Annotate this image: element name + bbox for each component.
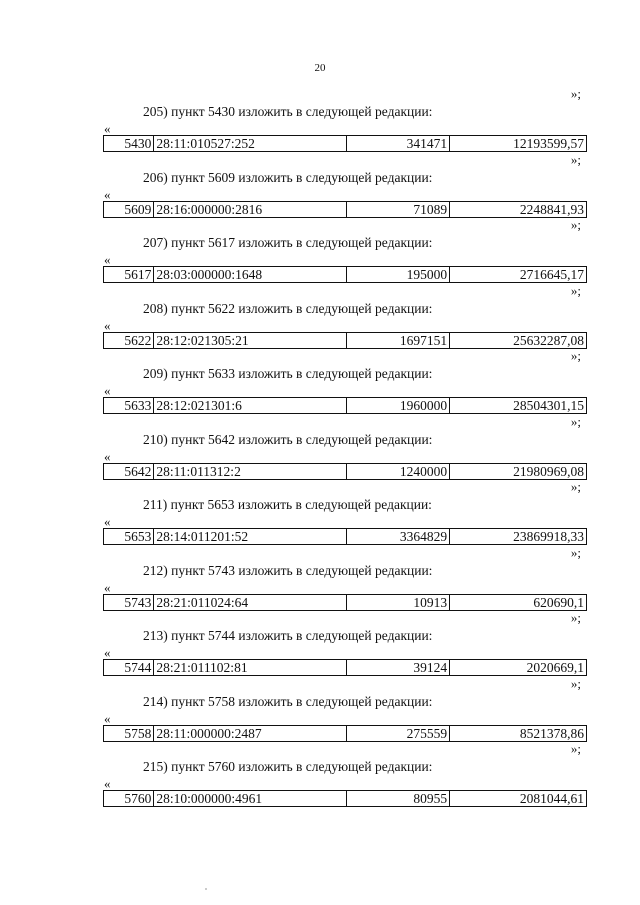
instruction-text: 207) пункт 5617 изложить в следующей редакции:	[143, 235, 433, 250]
opening-quote: «	[104, 252, 111, 267]
opening-quote: «	[104, 186, 111, 202]
instruction-text: 206) пункт 5609 изложить в следующей редакции:	[143, 169, 433, 185]
cadastral-number-cell: 28:12:021305:21	[154, 332, 346, 348]
cadastral-number-cell: 28:10:000000:4961	[154, 791, 346, 807]
cadastral-number-cell: 28:12:021301:6	[154, 398, 346, 414]
table-row	[103, 659, 587, 676]
table-row	[103, 266, 587, 283]
cadastral-number-cell: 28:03:000000:1648	[154, 267, 346, 283]
value-cell: 21980969,08	[450, 463, 587, 479]
area-cell: 80955	[346, 791, 450, 807]
table-row	[103, 201, 587, 218]
instruction-text: 211) пункт 5653 изложить в следующей редакции:	[143, 497, 432, 512]
area-cell: 71089	[346, 201, 450, 217]
cadastral-number-cell: 28:11:011312:2	[154, 463, 346, 479]
closing-quote: »;	[570, 741, 581, 756]
table-row	[103, 397, 587, 414]
closing-quote: »;	[570, 479, 581, 494]
instruction-text: 208) пункт 5622 изложить в следующей редакции:	[143, 300, 433, 316]
amendment-item	[0, 479, 640, 545]
item-number-cell: 5622	[104, 332, 154, 348]
page-number: 20	[314, 62, 326, 74]
item-number-cell: 5609	[104, 201, 154, 217]
opening-quote: «	[104, 776, 111, 791]
opening-quote: «	[104, 710, 111, 726]
amendment-item	[0, 545, 640, 611]
instruction-text: 209) пункт 5633 изложить в следующей редакции:	[143, 366, 433, 381]
instruction-text: 210) пункт 5642 изложить в следующей редакции:	[143, 431, 433, 447]
item-number-cell: 5760	[104, 791, 154, 807]
closing-quote: »;	[570, 544, 581, 560]
area-cell: 1697151	[346, 332, 450, 348]
item-number-cell: 5617	[104, 267, 154, 283]
instruction-text: 205) пункт 5430 изложить в следующей редакции:	[143, 104, 433, 119]
opening-quote: «	[104, 448, 111, 464]
closing-quote: »;	[570, 348, 581, 363]
amendment-item	[0, 741, 640, 807]
value-cell: 2248841,93	[450, 201, 587, 217]
value-cell: 25632287,08	[450, 332, 587, 348]
instruction-text: 214) пункт 5758 изложить в следующей редакции:	[143, 693, 433, 709]
amendment-list	[0, 86, 640, 807]
amendment-item	[0, 676, 640, 742]
cadastral-number-cell: 28:14:011201:52	[154, 529, 346, 545]
amendment-item	[0, 217, 640, 283]
area-cell: 341471	[346, 136, 450, 152]
amendment-item	[0, 86, 640, 152]
area-cell: 39124	[346, 660, 450, 676]
instruction-text: 215) пункт 5760 изложить в следующей редакции:	[143, 759, 433, 774]
item-number-cell: 5758	[104, 725, 154, 741]
value-cell: 12193599,57	[450, 136, 587, 152]
opening-quote: «	[104, 317, 111, 333]
table-row	[103, 790, 587, 807]
cadastral-number-cell: 28:11:010527:252	[154, 136, 346, 152]
scan-speck	[205, 888, 207, 890]
value-cell: 8521378,86	[450, 725, 587, 741]
table-row	[103, 463, 587, 480]
amendment-item	[0, 610, 640, 676]
cadastral-number-cell: 28:21:011024:64	[154, 594, 346, 610]
amendment-item	[0, 348, 640, 414]
item-number-cell: 5744	[104, 660, 154, 676]
opening-quote: «	[104, 514, 111, 529]
opening-quote: «	[104, 121, 111, 136]
closing-quote: »;	[570, 217, 581, 232]
table-row	[103, 135, 587, 152]
area-cell: 275559	[346, 725, 450, 741]
amendment-item	[0, 414, 640, 480]
opening-quote: «	[104, 645, 111, 660]
area-cell: 3364829	[346, 529, 450, 545]
value-cell: 620690,1	[450, 594, 587, 610]
cadastral-number-cell: 28:21:011102:81	[154, 660, 346, 676]
area-cell: 10913	[346, 594, 450, 610]
opening-quote: «	[104, 383, 111, 398]
table-row	[103, 725, 587, 742]
cadastral-number-cell: 28:11:000000:2487	[154, 725, 346, 741]
opening-quote: «	[104, 579, 111, 595]
area-cell: 1240000	[346, 463, 450, 479]
closing-quote: »;	[570, 413, 581, 429]
closing-quote: »;	[570, 151, 581, 167]
item-number-cell: 5653	[104, 529, 154, 545]
value-cell: 2716645,17	[450, 267, 587, 283]
instruction-text: 212) пункт 5743 изложить в следующей редакции:	[143, 562, 433, 578]
amendment-item	[0, 152, 640, 218]
closing-quote: »;	[570, 282, 581, 298]
value-cell: 23869918,33	[450, 529, 587, 545]
cadastral-number-cell: 28:16:000000:2816	[154, 201, 346, 217]
item-number-cell: 5430	[104, 136, 154, 152]
item-number-cell: 5743	[104, 594, 154, 610]
table-row	[103, 332, 587, 349]
area-cell: 1960000	[346, 398, 450, 414]
value-cell: 28504301,15	[450, 398, 587, 414]
value-cell: 2020669,1	[450, 660, 587, 676]
area-cell: 195000	[346, 267, 450, 283]
closing-quote: »;	[570, 675, 581, 691]
value-cell: 2081044,61	[450, 791, 587, 807]
table-row	[103, 528, 587, 545]
amendment-item	[0, 283, 640, 349]
item-number-cell: 5642	[104, 463, 154, 479]
instruction-text: 213) пункт 5744 изложить в следующей редакции:	[143, 628, 433, 643]
closing-quote: »;	[570, 610, 581, 625]
table-row	[103, 594, 587, 611]
item-number-cell: 5633	[104, 398, 154, 414]
closing-quote: »;	[570, 86, 581, 101]
